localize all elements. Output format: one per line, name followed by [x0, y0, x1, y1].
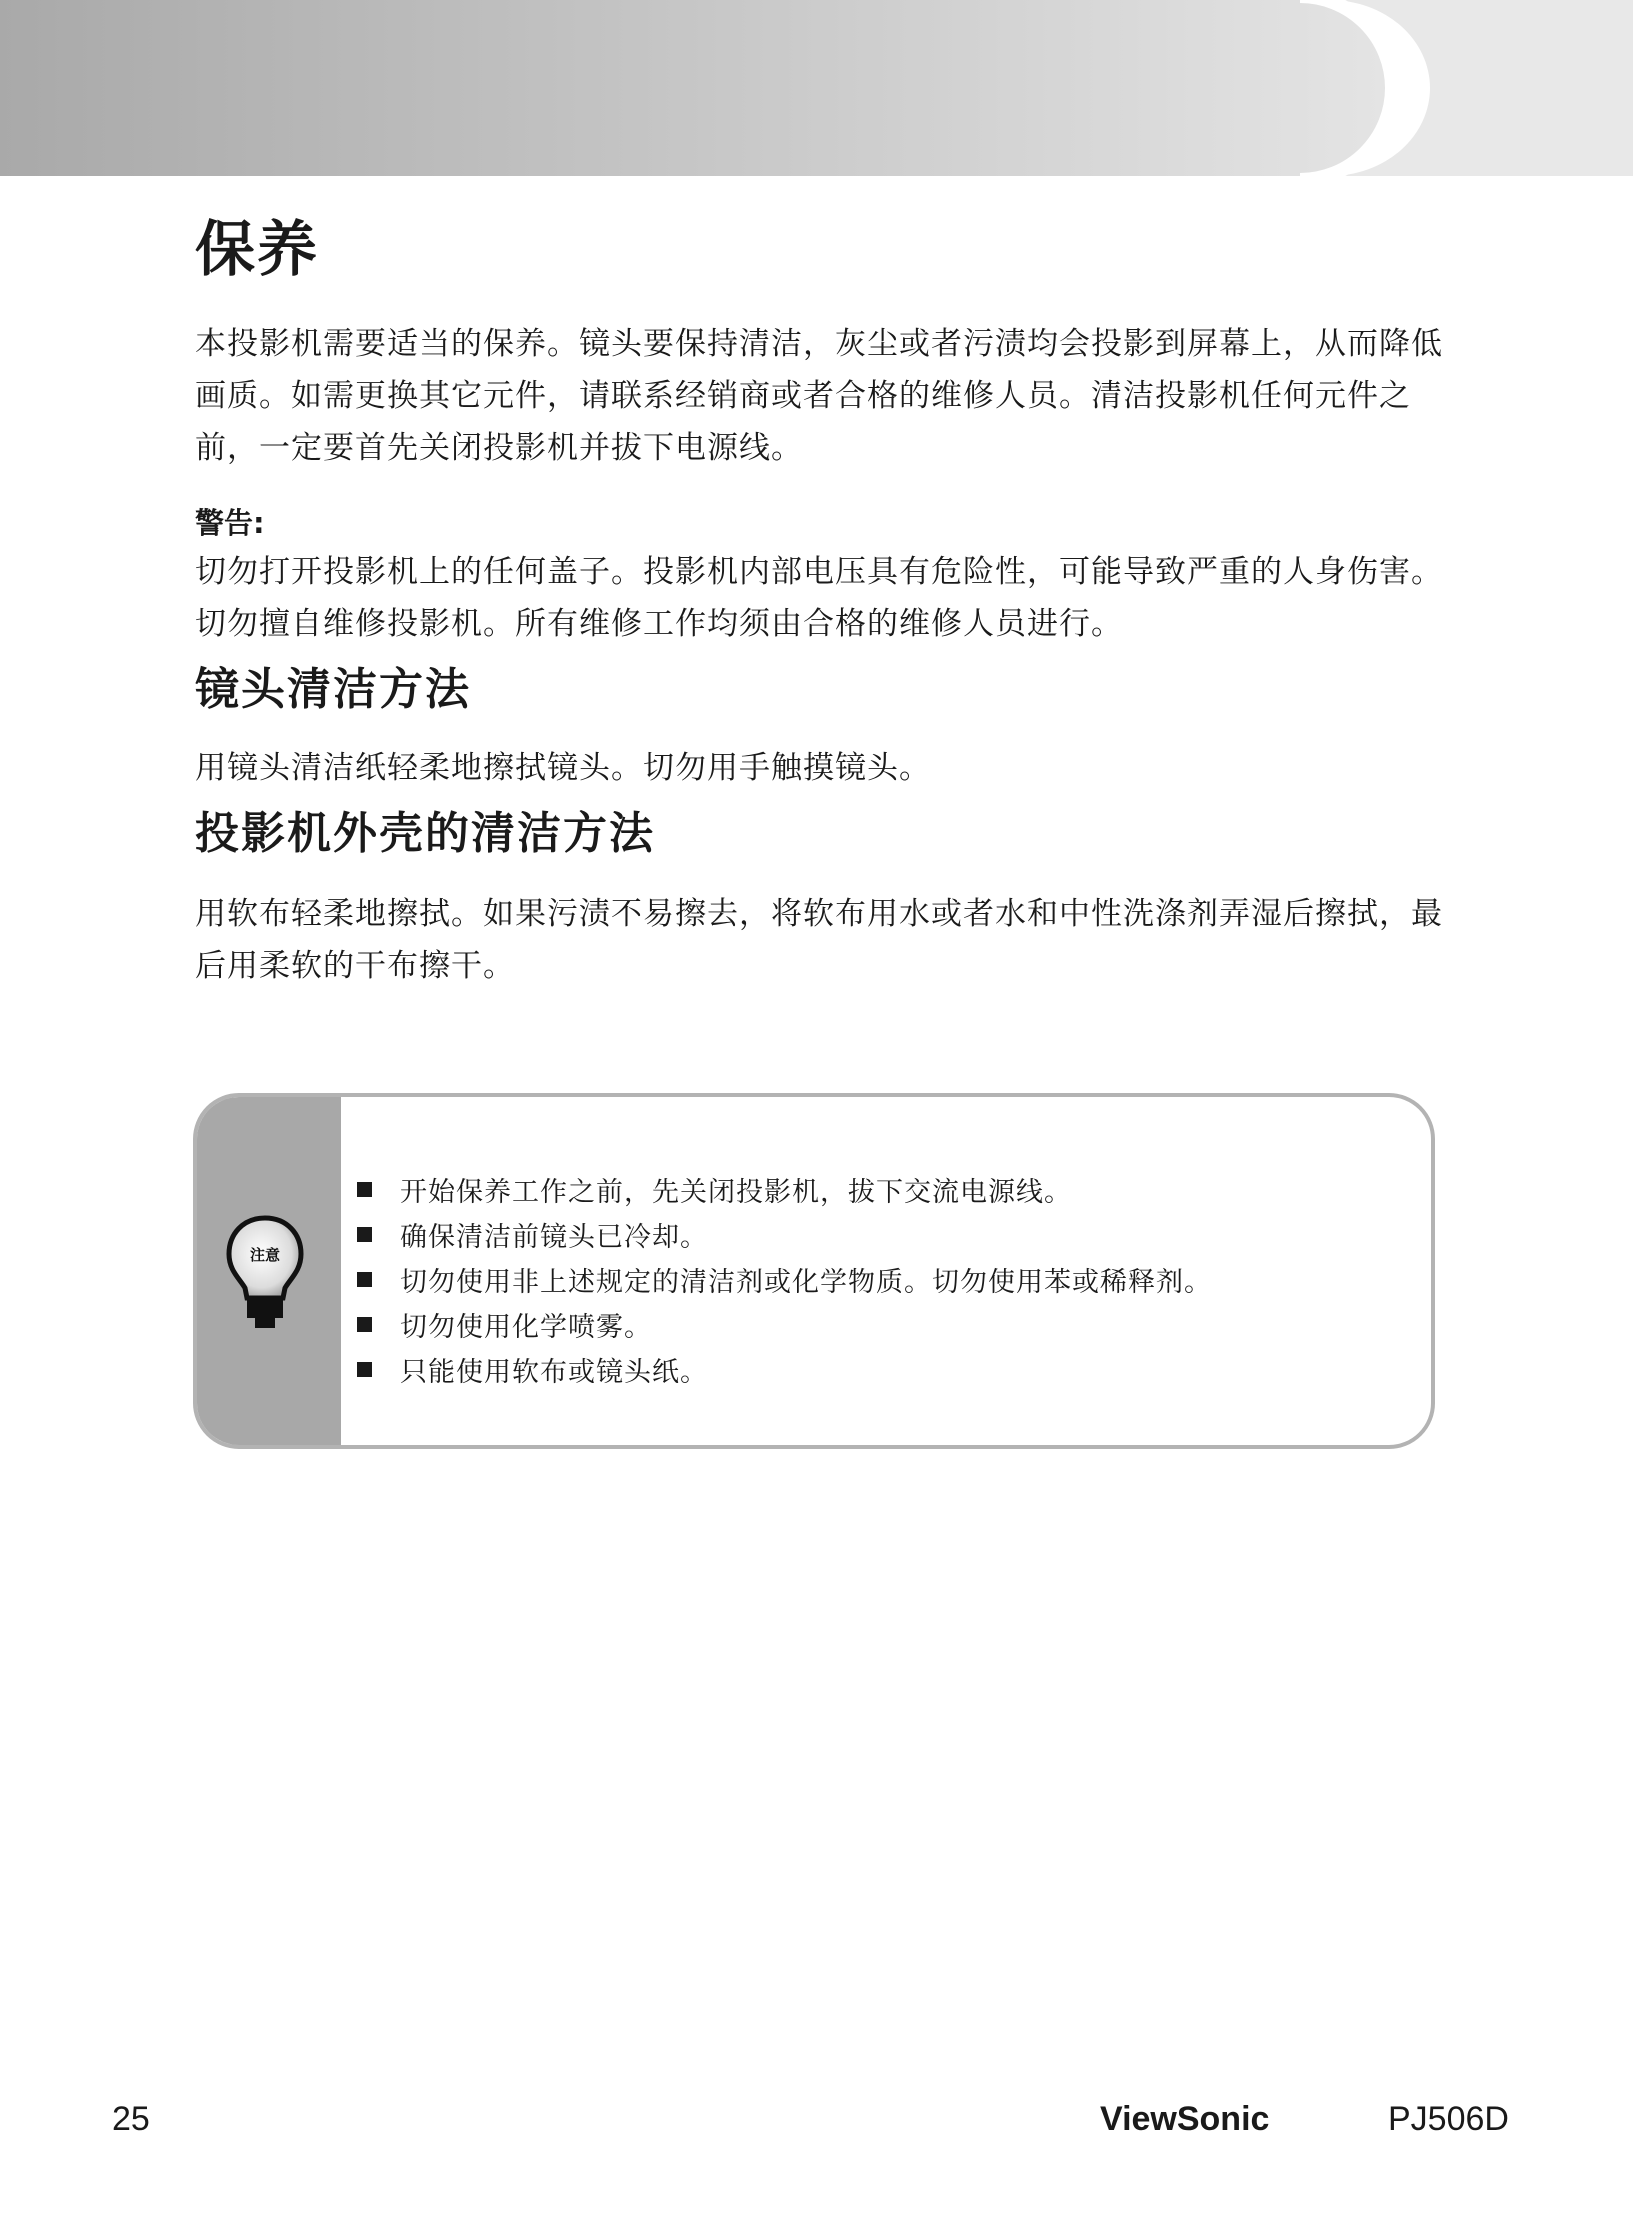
page-title: 保养 — [195, 215, 319, 285]
warning-text: 切勿打开投影机上的任何盖子。投影机内部电压具有危险性，可能导致严重的人身伤害。切勿擅自维修投影机。所有维修工作均须由合格的维修人员进行。 — [195, 554, 1443, 642]
list-item — [357, 1302, 1212, 1347]
lens-cleaning-heading: 镜头清洁方法 — [195, 664, 471, 715]
note-sidebar — [197, 1097, 341, 1445]
square-bullet-icon — [357, 1227, 372, 1242]
square-bullet-icon — [357, 1272, 372, 1287]
lens-cleaning-text: 用镜头清洁纸轻柔地擦拭镜头。切勿用手触摸镜头。 — [195, 750, 931, 786]
list-item-text: 开始保养工作之前，先关闭投影机，拔下交流电源线。 — [400, 1177, 1072, 1208]
list-item-text: 切勿使用化学喷雾。 — [400, 1312, 652, 1343]
list-item-text: 确保清洁前镜头已冷却。 — [400, 1222, 708, 1253]
model-name: PJ506D — [1388, 2100, 1509, 2138]
list-item — [357, 1212, 1212, 1257]
list-item — [357, 1347, 1212, 1392]
list-item-text: 只能使用软布或镜头纸。 — [400, 1357, 708, 1388]
list-item — [357, 1167, 1212, 1212]
warning-label: 警告: — [195, 506, 265, 540]
header-band — [0, 0, 1633, 176]
list-item-text: 切勿使用非上述规定的清洁剂或化学物质。切勿使用苯或稀释剂。 — [400, 1267, 1212, 1298]
brand-name: ViewSonic — [1100, 2100, 1270, 2138]
note-icon-label: 注意 — [249, 1246, 281, 1264]
square-bullet-icon — [357, 1362, 372, 1377]
square-bullet-icon — [357, 1182, 372, 1197]
lightbulb-icon — [225, 1214, 305, 1334]
case-cleaning-text: 用软布轻柔地擦拭。如果污渍不易擦去，将软布用水或者水和中性洗涤剂弄湿后擦拭，最后用柔软的干布擦干。 — [195, 896, 1443, 984]
note-list — [357, 1167, 1212, 1392]
note-box — [193, 1093, 1435, 1449]
case-cleaning-heading: 投影机外壳的清洁方法 — [195, 808, 655, 859]
list-item — [357, 1257, 1212, 1302]
page-number: 25 — [112, 2100, 150, 2138]
square-bullet-icon — [357, 1317, 372, 1332]
intro-paragraph: 本投影机需要适当的保养。镜头要保持清洁，灰尘或者污渍均会投影到屏幕上，从而降低画质。如需更换其它元件，请联系经销商或者合格的维修人员。清洁投影机任何元件之前，一定要首先关闭投影机并拔下电源线。 — [195, 326, 1443, 466]
